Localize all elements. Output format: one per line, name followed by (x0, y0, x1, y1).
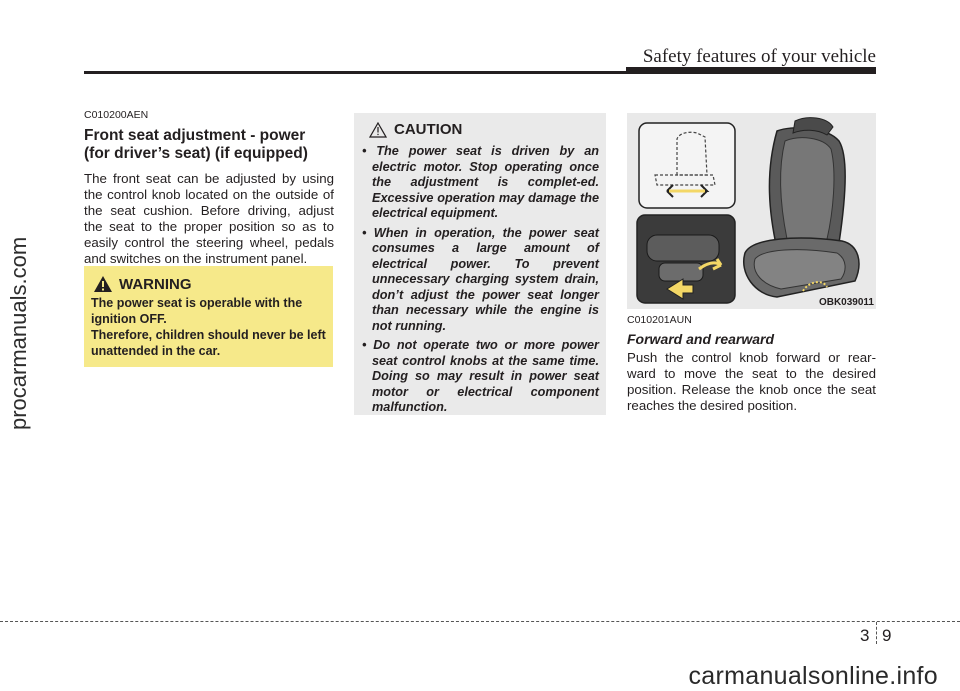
caution-list (362, 144, 599, 420)
warning-triangle-icon (93, 275, 113, 293)
warning-box (84, 266, 333, 367)
footer-rule (0, 621, 960, 622)
subsection-code: C010201AUN (627, 314, 692, 326)
section-heading (84, 127, 334, 163)
intro-paragraph: The front seat can be adjusted by using the control knob located on the outside of the seat cushion. Before driving, adjust the seat to the proper position so as to easily control the steering wheel, pedals and switches on the instrument panel. (84, 171, 334, 266)
page-number: 9 (882, 626, 892, 645)
seat-illustration (627, 113, 876, 309)
caution-triangle-icon (369, 122, 387, 138)
forward-rearward-paragraph: Push the control knob forward or rear-ward to move the seat to the desired position. Release the knob once the seat reaches the desired position. (627, 350, 876, 413)
page-number-divider (876, 622, 878, 644)
caution-title: CAUTION (394, 121, 463, 138)
chapter-number: 3 (860, 626, 870, 645)
caution-item: • The power seat is driven by an electric motor. Stop operating once the adjustment is complet-ed. Excessive operation may damage the electrical equipment. (362, 144, 599, 220)
section-heading-line1: Front seat adjustment - power (84, 127, 306, 144)
caution-item: • When in operation, the power seat consumes a large amount of electrical power. To prevent unnecessary charging system drain, don’t adjust the power seat longer than necessary while the engine is not running. (362, 225, 599, 333)
warning-line1: The power seat is operable with the ignition OFF. (91, 296, 303, 326)
warning-line2: Therefore, children should never be left unattended in the car. (91, 328, 326, 358)
right-column (627, 314, 876, 414)
left-column (84, 109, 334, 267)
power-seat-image (627, 113, 876, 309)
subsection-heading: Forward and rearward (627, 331, 775, 347)
section-code: C010200AEN (84, 109, 149, 121)
warning-title: WARNING (119, 275, 192, 293)
side-watermark: procarmanuals.com (6, 236, 31, 430)
caution-item: • Do not operate two or more power seat control knobs at the same time. Doing so may result in power seat motor or electrical component malfunction. (362, 338, 599, 414)
figure-caption: OBK039011 (818, 297, 874, 308)
caution-header (369, 121, 462, 138)
caution-box (354, 113, 606, 415)
section-title: Safety features of your vehicle (642, 46, 876, 67)
warning-header (93, 275, 192, 293)
section-heading-line2: (for driver’s seat) (if equipped) (84, 145, 308, 162)
header-tab (626, 67, 876, 74)
bottom-watermark: carmanualsonline.info (688, 662, 938, 690)
